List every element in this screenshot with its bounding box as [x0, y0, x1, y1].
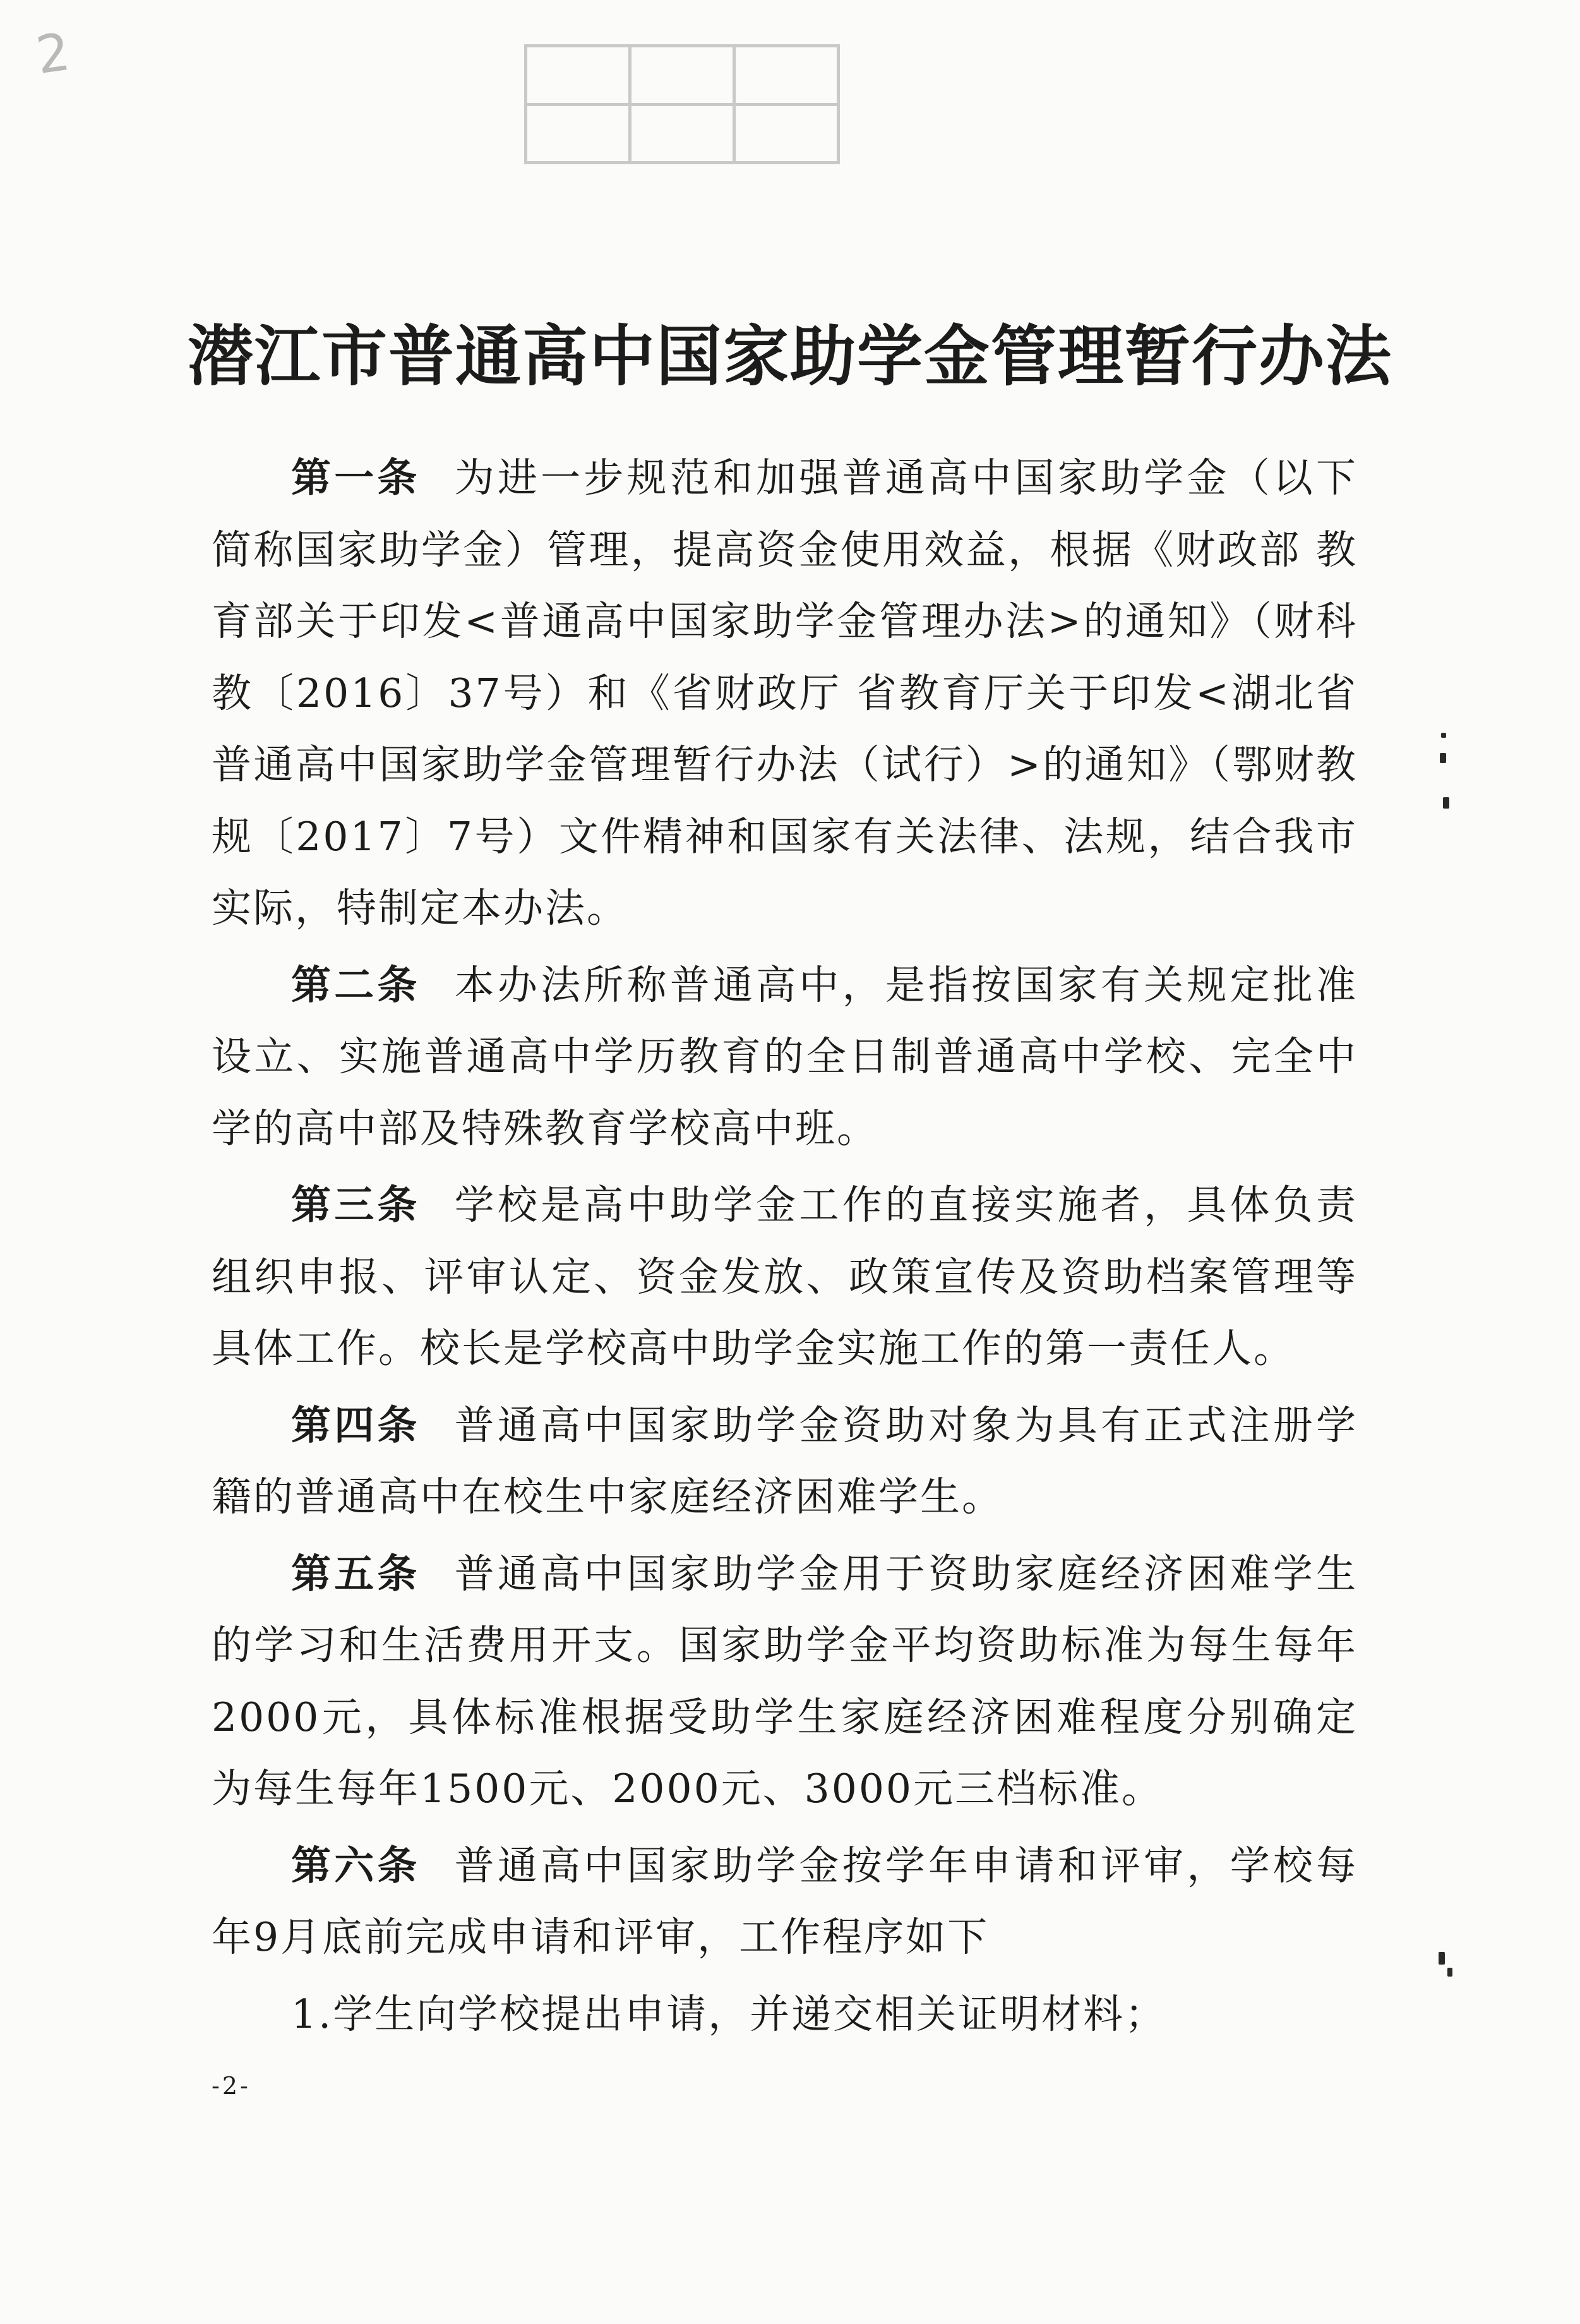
article-5	[212, 1538, 1358, 1825]
article-4	[212, 1390, 1358, 1533]
article-2-text: 本办法所称普通高中，是指按国家有关规定批准设立、实施普通高中学历教育的全日制普通高中学校、完全中学的高中部及特殊教育学校高中班。	[212, 961, 1358, 1152]
stamp-cell	[630, 46, 734, 105]
handwritten-page-mark: 2	[32, 21, 74, 87]
document-title: 潜江市普通高中国家助学金管理暂行办法	[187, 317, 1392, 395]
article-2-label: 第二条	[291, 961, 421, 1008]
stamp-cell	[630, 104, 734, 163]
article-3	[212, 1169, 1358, 1385]
page-number: -2-	[212, 2072, 251, 2100]
article-6-label: 第六条	[291, 1841, 421, 1889]
stamp-grid	[524, 44, 840, 164]
bleed-through-stamp	[524, 44, 840, 164]
document-body	[212, 442, 1358, 2055]
scan-artifact	[1443, 797, 1449, 809]
scan-artifact	[1441, 733, 1446, 738]
scan-artifact	[1440, 753, 1446, 763]
scan-artifact	[1447, 1968, 1452, 1977]
article-5-label: 第五条	[291, 1550, 421, 1597]
scan-artifact	[1439, 1952, 1445, 1965]
article-1-label: 第一条	[291, 454, 421, 501]
stamp-cell	[734, 46, 839, 105]
article-6	[212, 1830, 1358, 1973]
article-3-text: 学校是高中助学金工作的直接实施者，具体负责组织申报、评审认定、资金发放、政策宣传及资助档案管理等具体工作。校长是学校高中助学金实施工作的第一责任人。	[212, 1182, 1358, 1371]
article-6-text: 普通高中国家助学金按学年申请和评审，学校每年9月底前完成申请和评审，工作程序如下	[212, 1842, 1358, 1960]
stamp-cell	[734, 104, 839, 163]
article-1	[212, 442, 1358, 944]
article-4-text: 普通高中国家助学金资助对象为具有正式注册学籍的普通高中在校生中家庭经济困难学生。	[212, 1402, 1358, 1520]
stamp-cell	[526, 104, 630, 163]
stamp-cell	[526, 46, 630, 105]
article-1-text: 为进一步规范和加强普通高中国家助学金（以下简称国家助学金）管理，提高资金使用效益，根据《财政部 教育部关于印发<普通高中国家助学金管理办法>的通知》（财科教〔2016〕37号）和《省财政厅 省教育厅关于印发<湖北省普通高中国家助学金管理暂行办法（试行）>的通知》（鄂财教规〔2017〕7号）文件精神和国家有关法律、法规，结合我市实际，特制定本办法。	[212, 455, 1358, 931]
article-4-label: 第四条	[291, 1401, 421, 1448]
article-3-label: 第三条	[291, 1181, 421, 1228]
article-2	[212, 949, 1358, 1165]
list-item-1: 1.学生向学校提出申请，并递交相关证明材料；	[291, 1990, 1167, 2037]
article-5-text: 普通高中国家助学金用于资助家庭经济困难学生的学习和生活费用开支。国家助学金平均资助标准为每生每年2000元，具体标准根据受助学生家庭经济困难程度分别确定为每生每年1500元、2000元、3000元三档标准。	[212, 1550, 1358, 1812]
